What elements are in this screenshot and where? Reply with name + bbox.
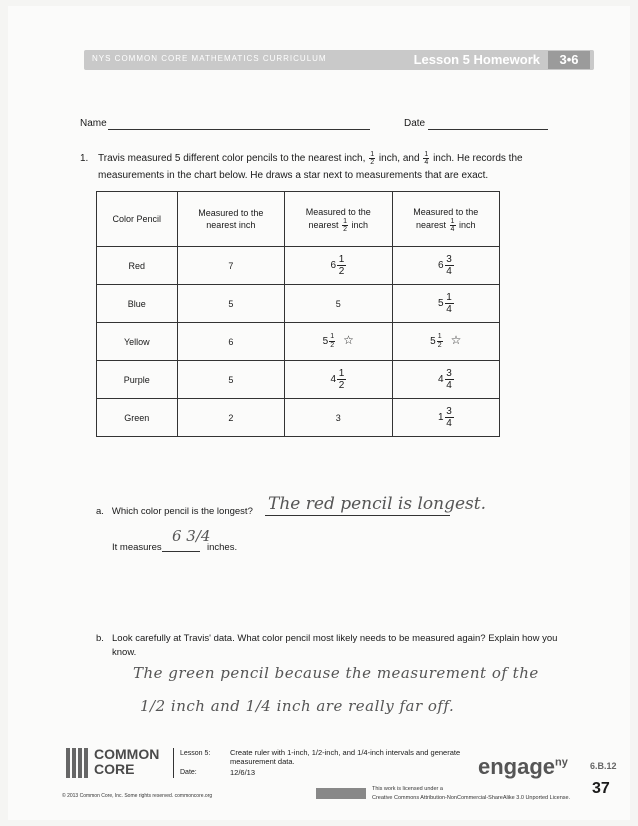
footer-lesson-label: Lesson 5: [180,750,211,757]
table-row: Red 7 6 1 2 6 3 4 [97,247,500,285]
date-field[interactable] [428,129,548,130]
module-badge: 3•6 [548,51,590,69]
inches-label: inches. [207,542,238,553]
answer-line [265,515,450,516]
header-nearest-inch: Measured to the nearest inch [177,192,284,247]
header-nearest-half: Measured to the nearest $\frac{1}{2}$ inch [285,192,392,247]
curriculum-title: NYS COMMON CORE MATHEMATICS CURRICULUM [92,54,327,63]
creative-commons-badge-icon [316,788,366,799]
measures-label: It measures [112,542,162,553]
table-row: Yellow 6 5 1 2 ☆ 5 1 2 ☆ [97,323,500,361]
half-fraction: $\frac{1}{2}$ [370,150,375,166]
name-field[interactable] [108,129,370,130]
star-icon: ☆ [343,333,354,347]
page-code: 6.B.12 [590,761,617,771]
logo-text-common: COMMON [94,746,160,762]
part-b-question: b. Look carefully at Travis' data. What color pencil most likely needs to be measured again? Explain how you know. [96,633,558,658]
common-core-logo-icon [66,748,88,778]
question-number: 1. [80,153,89,164]
star-icon: ☆ [450,333,462,347]
header-banner [84,50,594,70]
table-row: Purple 5 4 1 2 4 3 4 [97,361,500,399]
quarter-fraction: $\frac{1}{4}$ [424,150,429,166]
handwritten-answer-a[interactable]: The red pencil is longest. [268,494,487,514]
name-label: Name [80,118,107,129]
table-header-row [97,192,500,247]
lesson-title: Lesson 5 Homework [413,52,540,67]
part-a-question: a. Which color pencil is the longest? [96,506,253,517]
logo-text-core: CORE [94,761,135,777]
license-link[interactable]: Creative Commons Attribution-NonCommercial-ShareAlike 3.0 Unported License. [372,795,571,801]
header-color-pencil: Color Pencil [97,192,178,247]
divider [173,748,174,778]
measurement-table [96,191,500,437]
copyright: © 2013 Common Core, Inc. Some rights reserved. commoncore.org [62,793,213,799]
engage-ny-logo: engage$^{ny}$ [478,754,568,779]
question-text: Travis measured 5 different color pencils to the nearest inch, [98,153,366,164]
license-text-1: This work is licensed under a [372,786,443,792]
handwritten-answer-b-line-2[interactable]: 1/2 inch and 1/4 inch are really far off. [140,697,455,715]
date-label: Date [404,118,426,129]
footer-date-value: 12/6/13 [230,768,256,777]
page-number: 37 [592,780,610,797]
header-nearest-quarter: Measured to the nearest $\frac{1}{4}$ inch [392,192,500,247]
footer-lesson-text-2: measurement data. [230,757,295,766]
footer-date-label: Date: [180,769,197,776]
table-row: Green 2 3 1 3 4 [97,399,500,437]
footer-lesson-text-1: Create ruler with 1-inch, 1/2-inch, and 1/4-inch intervals and generate [230,748,461,757]
table-row: Blue 5 5 5 1 4 [97,285,500,323]
handwritten-measure[interactable]: 6 3/4 [172,527,211,545]
handwritten-answer-b-line-1[interactable]: The green pencil because the measurement of the [133,664,539,682]
measure-line [162,551,200,552]
question-1: 1. Travis measured 5 different color pencils to the nearest inch, $\frac{1}{2}$ inch, and $\frac{1}{4}$ inch. He records the measurements in the chart below. He draws a star next to measurements that are exact. [80,150,523,181]
